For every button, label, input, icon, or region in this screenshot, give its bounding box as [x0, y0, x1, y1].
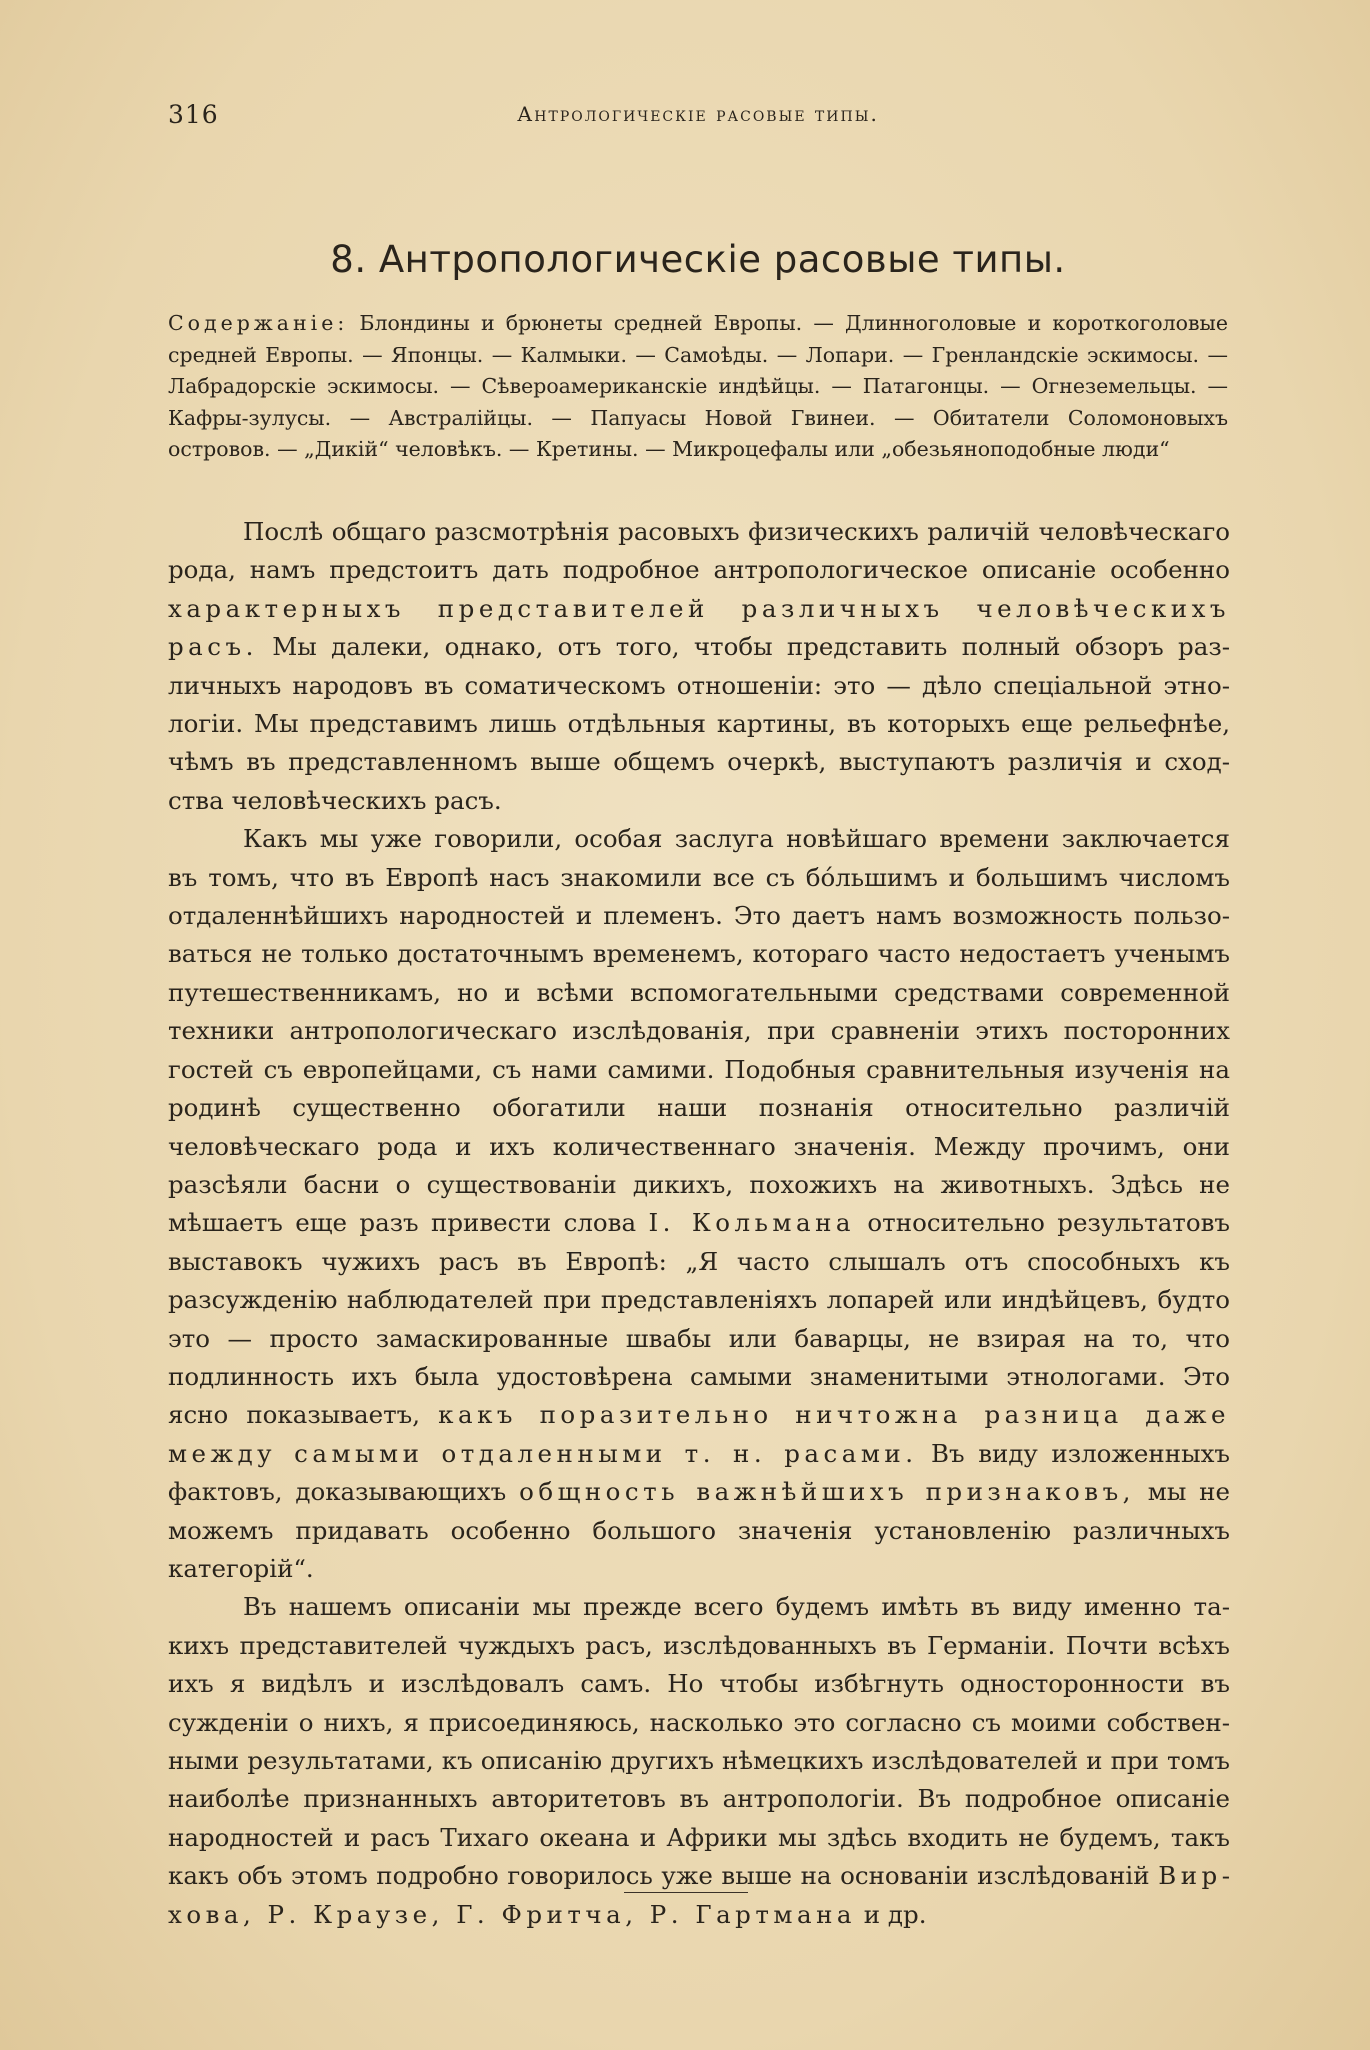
- paragraph-text: и др.: [856, 1899, 927, 1929]
- paragraph-text: относительно результатовъ выставокъ чужихъ расъ въ Европѣ: „Я часто слышалъ отъ способныхъ къ разсужденiю наблюдателей при представленiяхъ лопарей или индѣйцевъ, будто это — просто замаскированные швабы или баварцы, не взирая на то, что подлинность ихъ была удостовѣрена самыми знаменитыми этнологами. Это ясно показываетъ,: [168, 1208, 1230, 1430]
- paragraph: [168, 513, 1230, 820]
- body-text: [168, 513, 1230, 1934]
- page-number: 316: [168, 100, 219, 129]
- chapter-contents: [168, 308, 1228, 466]
- paragraph: [168, 1588, 1230, 1934]
- paragraph-text: Въ виду изложенныхъ фактовъ, доказывающихъ: [168, 1438, 1230, 1507]
- emphasized-text: общность важнѣйшихъ признаковъ,: [519, 1477, 1135, 1507]
- paragraph-text: Послѣ общаго разсмотрѣнiя расовыхъ физическихъ раличiй человѣческаго рода, намъ предстоитъ дать подробное антропологическое описанiе особенно: [168, 517, 1230, 585]
- author-names: Вирхова, Р. Краузе, Г. Фритча, Р. Гартмана: [168, 1861, 1230, 1929]
- paragraph: [168, 820, 1230, 1588]
- contents-label: Содержанiе:: [168, 311, 349, 335]
- running-head: Антрологическiе расовые типы.: [517, 102, 879, 126]
- emphasized-text: какъ поразительно ничтожна разница даже между самыми отдаленными т. н. расами.: [168, 1400, 1230, 1468]
- emphasized-text: характерныхъ представителей различныхъ человѣческихъ расъ.: [168, 593, 1230, 662]
- section-end-rule: [624, 1892, 748, 1893]
- paragraph-text: Какъ мы уже говорили, особая заслуга новѣйшаго времени заключается въ томъ, что въ Европѣ насъ знакомили все съ бóльшимъ и большимъ числомъ отдаленнѣйшихъ народностей и племенъ. Это даетъ намъ возможность пользоваться не только достаточнымъ временемъ, котораго часто недостаетъ ученымъ путешественникамъ, но и всѣми вспомогательными средствами современной техники антропологическаго изслѣдованiя, при сравненiи этихъ посторонних гостей съ европейцами, съ нами самими. Подобныя сравнительныя изученiя на родинѣ существенно обогатили наши познанiя относительно различiй человѣческаго рода и ихъ количественнаго значенiя. Между прочимъ, они разсѣяли басни о существованiи дикихъ, похожихъ на животныхъ. Здѣсь не мѣшаетъ еще разъ привести слова: [168, 824, 1230, 1238]
- author-name: I. Кольмана: [648, 1208, 856, 1238]
- page-header: [168, 100, 1228, 140]
- chapter-title: 8. Антропологическiе расовые типы.: [330, 238, 1066, 281]
- paragraph-text: Мы далеки, однако, отъ того, чтобы представить полный обзоръ различныхъ народовъ въ соматическомъ отношенiи: это — дѣло спецiальной этнологiи. Мы представимъ лишь отдѣльныя картины, въ которыхъ еще рельефнѣе, чѣмъ въ представленномъ выше общемъ очеркѣ, выступаютъ различiя и сходства человѣческихъ расъ.: [168, 632, 1230, 815]
- contents-text: Блондины и брюнеты средней Европы. — Длинноголовые и короткоголовые средней Европы. — Японцы. — Калмыки. — Самоѣды. — Лопари. — Гренландскiе эскимосы. — Лабрадорскiе эскимосы. — Сѣвероамериканскiе индѣйцы. — Патагонцы. — Огнеземельцы. — Кафры-зулусы. — Австралiйцы. — Папуасы Новой Гвинеи. — Обитатели Соломоновыхъ островов. — „Дикiй“ человѣкъ. — Кретины. — Микроцефалы или „обезьяноподобные люди“: [168, 311, 1228, 461]
- paragraph-text: мы не можемъ придавать особенно большого значенiя установленiю различныхъ категорiй“.: [168, 1477, 1230, 1583]
- paragraph-text: Въ нашемъ описанiи мы прежде всего будемъ имѣть въ виду именно такихъ представителей чуждыхъ расъ, изслѣдованныхъ въ Германiи. Почти всѣхъ ихъ я видѣлъ и изслѣдовалъ самъ. Но чтобы избѣгнуть односторонности въ сужденiи о нихъ, я присоединяюсь, насколько это согласно съ моими собственными результатами, къ описанiю другихъ нѣмецкихъ изслѣдователей и при томъ наиболѣе признанныхъ авторитетовъ въ антропологiи. Въ подробное описанiе народностей и расъ Тихаго океана и Африки мы здѣсь входить не будемъ, такъ какъ объ этомъ подробно говорилось уже выше на основанiи изслѣдованiй: [168, 1592, 1230, 1891]
